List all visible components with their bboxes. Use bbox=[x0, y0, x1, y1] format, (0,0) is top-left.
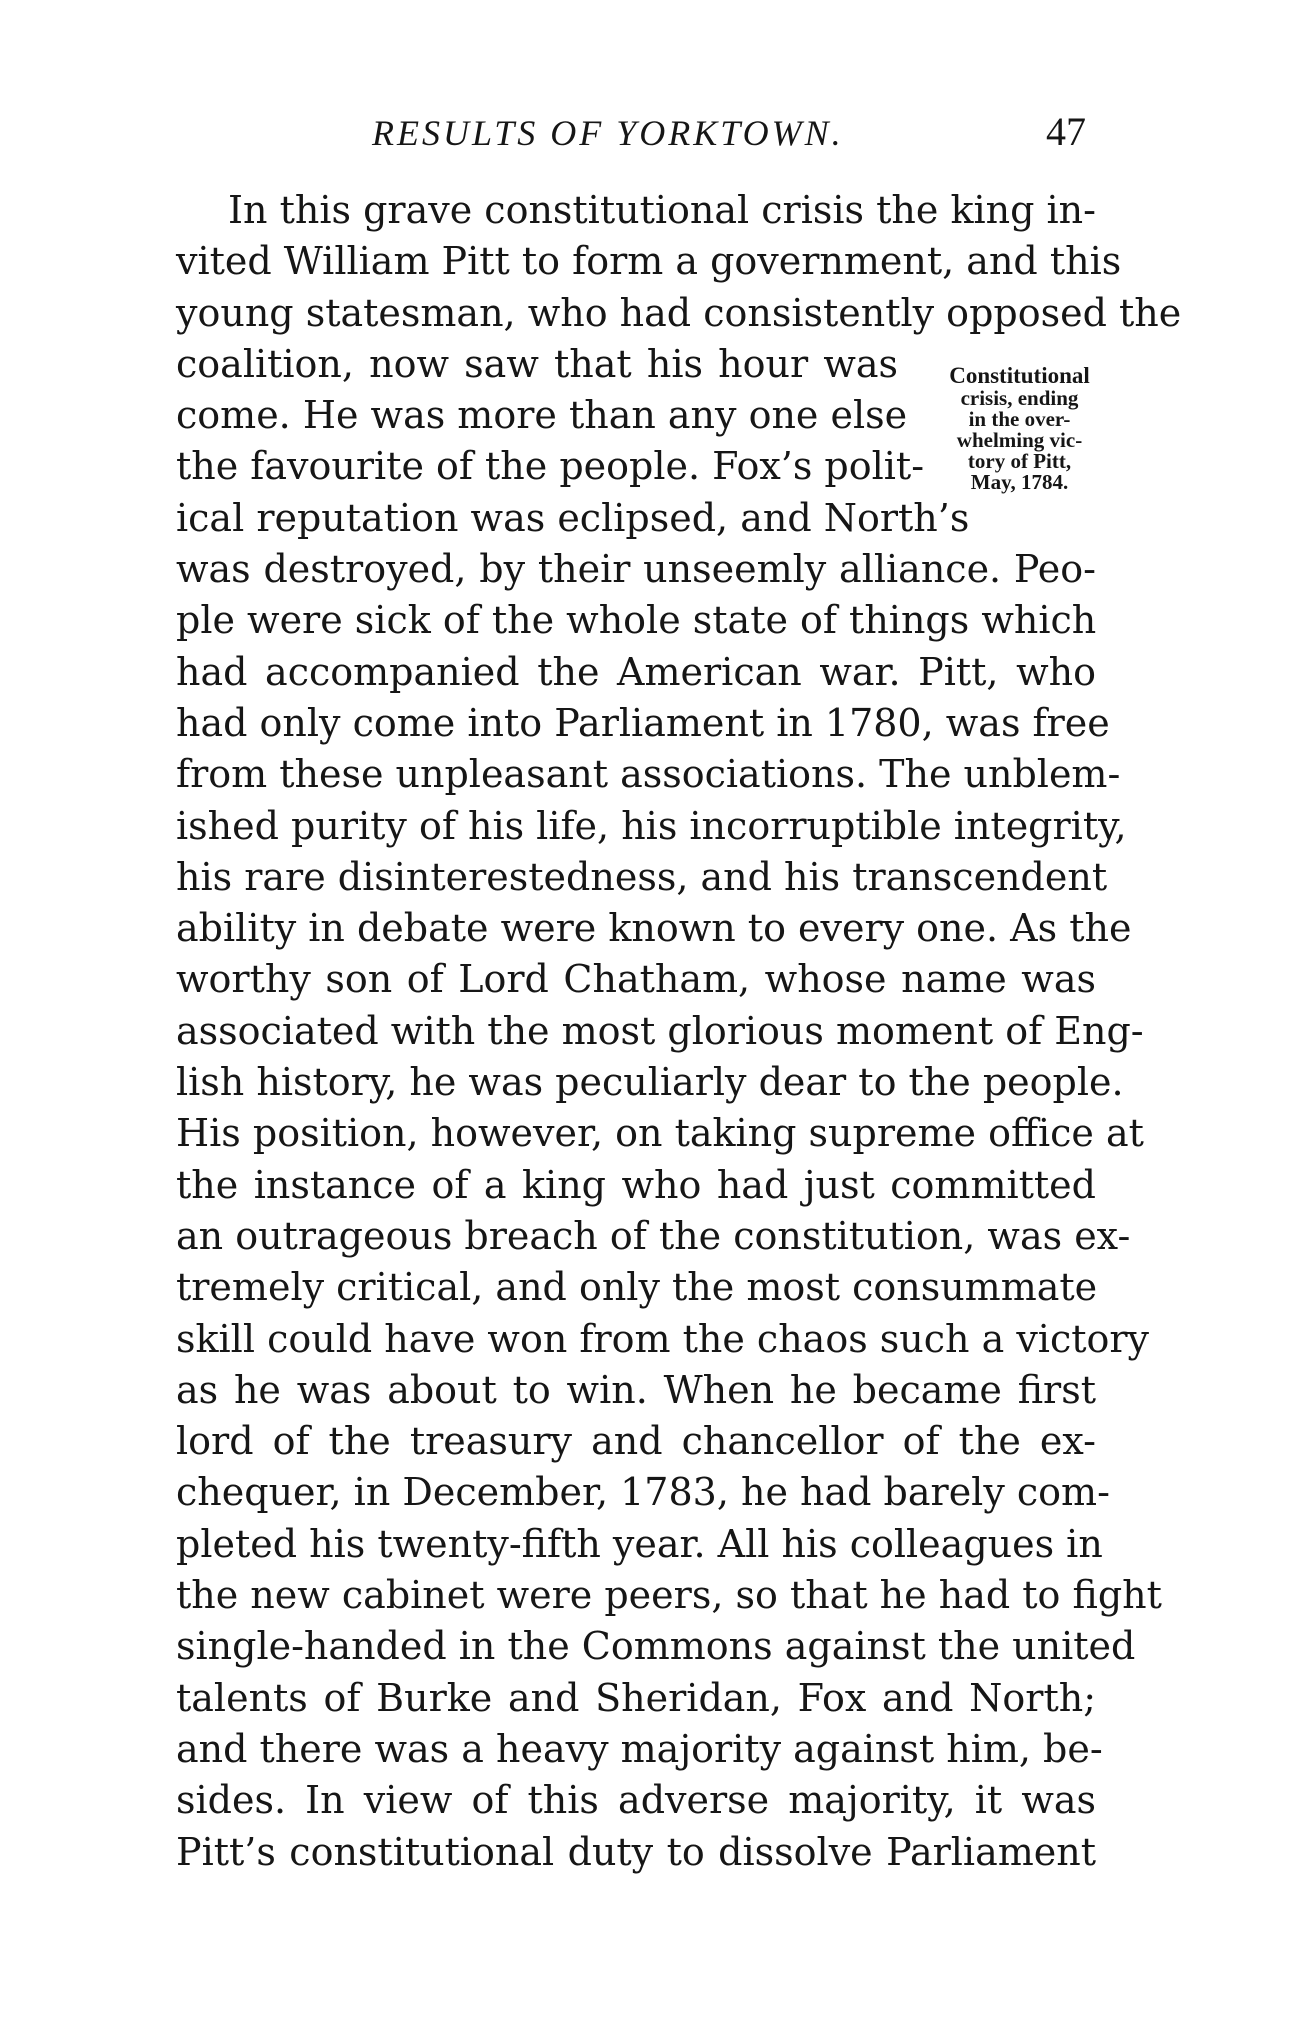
text-line: skill could have won from the chaos such a victory bbox=[176, 1316, 1150, 1361]
text-line: talents of Burke and Sheridan, Fox and North; bbox=[176, 1675, 1096, 1720]
text-line: as he was about to win. When he became first bbox=[176, 1367, 1096, 1412]
text-line: the new cabinet were peers, so that he had to fight bbox=[176, 1573, 1162, 1618]
text-line: had accompanied the American war. Pitt, who bbox=[176, 649, 1096, 694]
text-line: come. He was more than any one else bbox=[176, 393, 908, 438]
text-line: had only come into Parliament in 1780, was free bbox=[176, 700, 1110, 745]
text-line: the instance of a king who had just committed bbox=[176, 1162, 1096, 1207]
margin-note-line: in the over- bbox=[968, 407, 1071, 431]
text-line: chequer, in December, 1783, he had barely com- bbox=[176, 1470, 1110, 1515]
text-line: ical reputation was eclipsed, and North’s bbox=[176, 495, 970, 540]
page-number: 47 bbox=[1046, 109, 1086, 154]
text-line: from these unpleasant associations. The unblem- bbox=[176, 752, 1121, 797]
text-line: ished purity of his life, his incorruptible integrity, bbox=[176, 803, 1127, 848]
text-line: sides. In view of this adverse majority, it was bbox=[176, 1778, 1096, 1823]
margin-note bbox=[932, 365, 1107, 493]
text-line: ple were sick of the whole state of things which bbox=[176, 598, 1097, 643]
text-line: lord of the treasury and chancellor of the ex- bbox=[176, 1419, 1096, 1464]
text-line: and there was a heavy majority against him, be- bbox=[176, 1726, 1103, 1771]
text-line: young statesman, who had consistently opposed the bbox=[176, 290, 1182, 335]
text-line: his rare disinterestedness, and his transcendent bbox=[176, 854, 1108, 899]
text-line: an outrageous breach of the constitution, was ex- bbox=[176, 1213, 1131, 1258]
text-line: was destroyed, by their unseemly alliance. Peo- bbox=[176, 547, 1096, 592]
text-line: worthy son of Lord Chatham, whose name was bbox=[176, 957, 1096, 1002]
text-line: vited William Pitt to form a government, and this bbox=[176, 239, 1122, 284]
text-line: associated with the most glorious moment of Eng- bbox=[176, 1008, 1144, 1053]
margin-note-line: tory of Pitt, bbox=[967, 449, 1072, 473]
text-line: lish history, he was peculiarly dear to the people. bbox=[176, 1060, 1124, 1105]
text-line: the favourite of the people. Fox’s polit- bbox=[176, 444, 925, 489]
text-line: His position, however, on taking supreme office at bbox=[176, 1111, 1144, 1156]
margin-note-line: May, 1784. bbox=[970, 470, 1069, 494]
text-line: coalition, now saw that his hour was bbox=[176, 341, 898, 386]
text-line: ability in debate were known to every one. As the bbox=[176, 906, 1132, 951]
running-head: RESULTS OF YORKTOWN. bbox=[372, 113, 844, 153]
margin-note-line: whelming vic- bbox=[956, 428, 1083, 452]
text-line: Pitt’s constitutional duty to dissolve Parliament bbox=[176, 1829, 1096, 1874]
text-line: single-handed in the Commons against the united bbox=[176, 1624, 1136, 1669]
margin-note-line: crisis, ending bbox=[960, 386, 1079, 410]
text-line: In this grave constitutional crisis the king in- bbox=[228, 188, 1096, 232]
text-line: tremely critical, and only the most consummate bbox=[176, 1265, 1098, 1310]
margin-note-line: Constitutional bbox=[949, 363, 1090, 388]
text-line: pleted his twenty-fifth year. All his colleagues in bbox=[176, 1521, 1103, 1566]
